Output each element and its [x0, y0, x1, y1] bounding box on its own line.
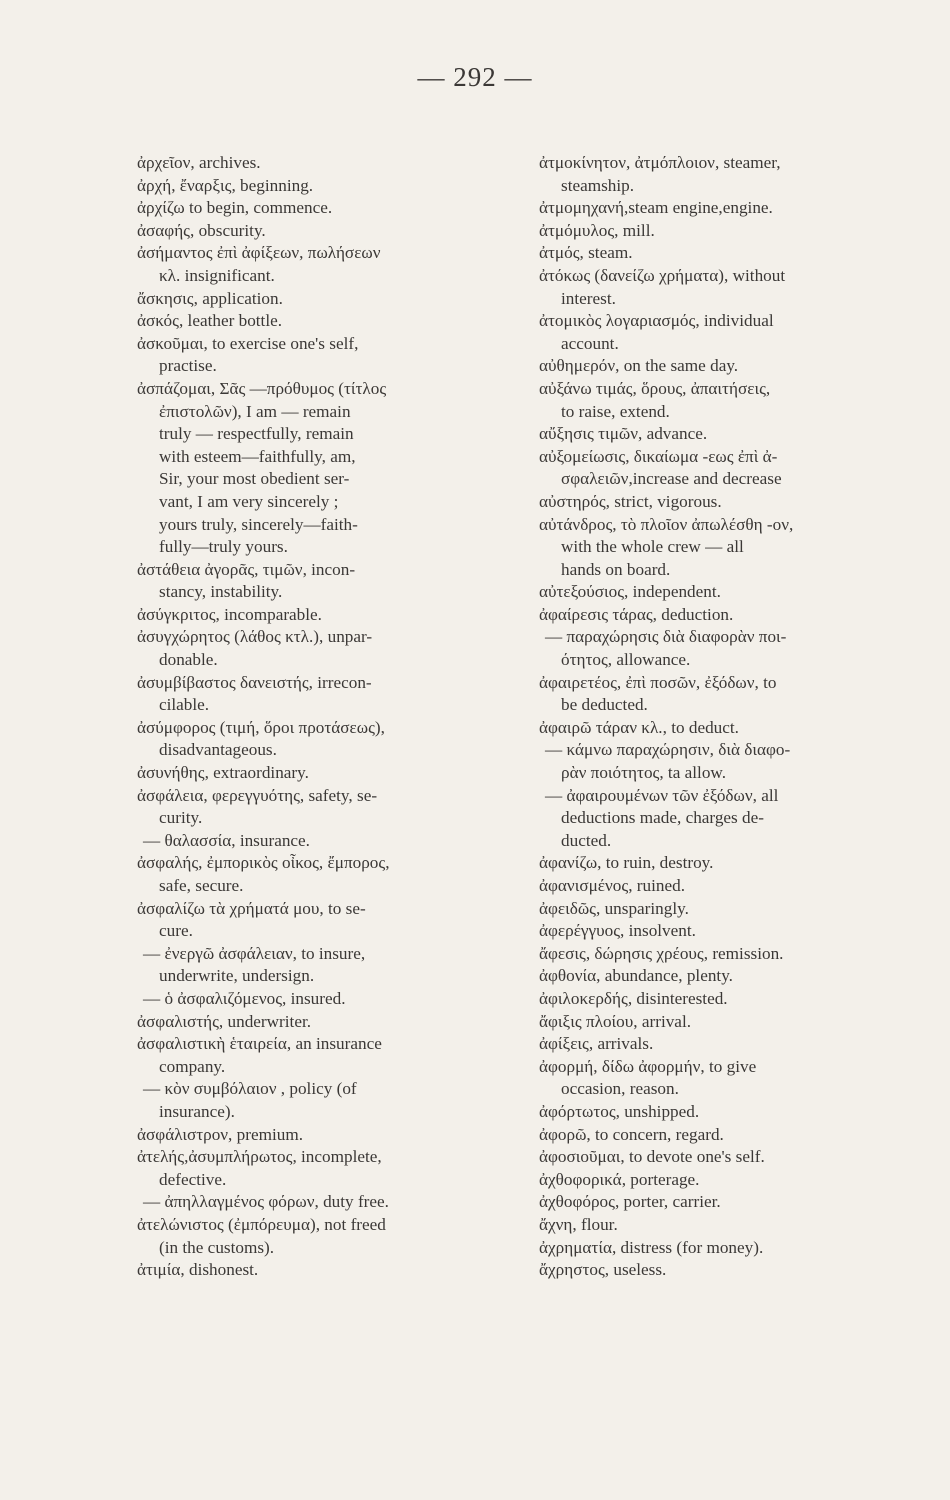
dictionary-entry-line: ἄφιξις πλοίου, arrival.	[539, 1011, 692, 1031]
dictionary-entry-continuation: — κὸν συμβόλαιον , policy (of	[143, 1079, 357, 1099]
dictionary-entry-line: ἀσυμβίβαστος δανειστής, irrecon-	[137, 672, 372, 692]
dictionary-entry-continuation: κλ. insignificant.	[159, 265, 275, 285]
dictionary-entry-line: ἀσπάζομαι, Σᾶς —πρόθυμος (τίτλος	[137, 378, 387, 398]
dictionary-entry-line: ἀτμός, steam.	[539, 243, 633, 263]
dictionary-entry-continuation: interest.	[561, 288, 616, 308]
dictionary-entry-line: ἀχρηματία, distress (for money).	[539, 1237, 764, 1257]
dictionary-entry-line: ἀφόρτωτος, unshipped.	[539, 1101, 700, 1121]
dictionary-entry-continuation: Sir, your most obedient ser-	[159, 469, 350, 489]
dictionary-entry-line: ἀσφαλής, ἐμπορικὸς οἶκος, ἔμπορος,	[137, 853, 390, 873]
dictionary-entry-continuation: (in the customs).	[159, 1237, 275, 1257]
dictionary-entry-line: αὐθημερόν, on the same day.	[539, 356, 739, 376]
dictionary-entry-continuation: with esteem—faithfully, am,	[159, 446, 356, 466]
dictionary-entry-line: αὐξομείωσις, δικαίωμα -εως ἐπὶ ἀ-	[539, 446, 778, 466]
dictionary-entry-continuation: curity.	[159, 808, 203, 828]
dictionary-entry-line: ἀσαφής, obscurity.	[137, 220, 266, 240]
dictionary-entry-line: ἀφαίρεσις τάρας, deduction.	[539, 604, 734, 624]
dictionary-entry-continuation: practise.	[159, 356, 217, 376]
dictionary-entry-line: ἀχθοφόρος, porter, carrier.	[539, 1192, 721, 1212]
dictionary-entry-continuation: donable.	[159, 650, 218, 670]
dictionary-entry-line: ἀτμόμυλος, mill.	[539, 220, 655, 240]
dictionary-entry-line: ἄσκησις, application.	[137, 288, 283, 308]
dictionary-entry-continuation: ἐπιστολῶν), I am — remain	[159, 401, 351, 421]
dictionary-entry-line: ἀτιμία, dishonest.	[137, 1260, 259, 1280]
dictionary-entry-continuation: company.	[159, 1056, 226, 1076]
dictionary-entry-line: ἀστάθεια ἀγορᾶς, τιμῶν, incon-	[137, 559, 356, 579]
dictionary-entry-line: ἀφοσιοῦμαι, to devote one's self.	[539, 1147, 765, 1167]
dictionary-entry-line: ἀτελώνιστος (ἐμπόρευμα), not freed	[137, 1214, 386, 1234]
dictionary-entry-line: ἀφθονία, abundance, plenty.	[539, 966, 733, 986]
dictionary-entry-continuation: — ὁ ἀσφαλιζόμενος, insured.	[143, 988, 346, 1008]
dictionary-entry-line: αὐξάνω τιμάς, ὅρους, ἀπαιτήσεις,	[539, 378, 771, 398]
dictionary-entry-continuation: underwrite, undersign.	[159, 966, 315, 986]
dictionary-entry-continuation: — θαλασσία, insurance.	[143, 830, 310, 850]
dictionary-entry-continuation: disadvantageous.	[159, 740, 277, 760]
dictionary-entry-line: ἀσφαλιστής, underwriter.	[137, 1011, 312, 1031]
dictionary-entry-line: ἀτόκως (δανείζω χρήματα), without	[539, 265, 786, 285]
dictionary-entry-continuation: hands on board.	[561, 559, 671, 579]
dictionary-entry-line: ἀτμοκίνητον, ἀτμόπλοιον, steamer,	[539, 153, 781, 172]
dictionary-entry-continuation: ότητος, allowance.	[561, 650, 691, 670]
dictionary-entry-continuation: — ἐνεργῶ ἀσφάλειαν, to insure,	[143, 943, 366, 963]
dictionary-entry-continuation: — κάμνω παραχώρησιν, διὰ διαφο-	[545, 740, 791, 760]
dictionary-entry-line: ἀφιλοκερδής, disinterested.	[539, 988, 728, 1008]
dictionary-entry-line: ἀσφάλεια, φερεγγυότης, safety, se-	[137, 785, 378, 805]
left-column	[137, 152, 517, 1282]
dictionary-entry-continuation: defective.	[159, 1169, 227, 1189]
dictionary-entry-line: ἄφεσις, δώρησις χρέους, remission.	[539, 943, 784, 963]
dictionary-entry-line: ἀσκός, leather bottle.	[137, 311, 283, 331]
dictionary-entry-continuation: cure.	[159, 921, 193, 941]
dictionary-entry-continuation: ρὰν ποιότητος, ta allow.	[561, 763, 727, 783]
dictionary-entry-continuation: steamship.	[561, 175, 635, 195]
dictionary-entry-continuation: insurance).	[159, 1101, 235, 1121]
dictionary-entry-line: ἀρχεῖον, archives.	[137, 153, 261, 172]
dictionary-entry-continuation: occasion, reason.	[561, 1079, 679, 1099]
dictionary-entry-line: ἀσφαλίζω τὰ χρήματά μου, to se-	[137, 898, 366, 918]
dictionary-entry-continuation: deductions made, charges de-	[561, 808, 764, 828]
dictionary-entry-line: ἀφίξεις, arrivals.	[539, 1034, 654, 1054]
dictionary-entry-line: ἀφορῶ, to concern, regard.	[539, 1124, 724, 1144]
dictionary-entry-continuation: safe, secure.	[159, 876, 244, 895]
dictionary-entry-line: ἀτμομηχανή,steam engine,engine.	[539, 198, 773, 218]
dictionary-entry-line: ἀρχίζω to begin, commence.	[137, 198, 333, 218]
dictionary-entry-line: ἀφειδῶς, unsparingly.	[539, 898, 689, 918]
dictionary-entry-line: ἀσφαλιστικὴ ἑταιρεία, an insurance	[137, 1034, 382, 1054]
dictionary-entry-continuation: — ἀφαιρουμένων τῶν ἐξόδων, all	[545, 785, 779, 805]
dictionary-entry-line: ἀσκοῦμαι, to exercise one's self,	[137, 333, 359, 353]
dictionary-entry-continuation: ducted.	[561, 830, 612, 850]
dictionary-entry-line: ἀσφάλιστρον, premium.	[137, 1124, 304, 1144]
dictionary-entry-line: ἀσύμφορος (τιμή, ὅροι προτάσεως),	[137, 717, 385, 737]
dictionary-entry-line: ἀσυγχώρητος (λάθος κτλ.), unpar-	[137, 627, 373, 647]
dictionary-entry-continuation: with the whole crew — all	[561, 537, 744, 557]
dictionary-entry-line: ἀσυνήθης, extraordinary.	[137, 763, 309, 783]
dictionary-entry-continuation: yours truly, sincerely—faith-	[159, 514, 358, 534]
dictionary-entry-continuation: be deducted.	[561, 695, 648, 715]
dictionary-entry-line: ἀρχή, ἔναρξις, beginning.	[137, 175, 314, 195]
dictionary-entry-line: ἄχνη, flour.	[539, 1214, 618, 1234]
dictionary-entry-line: ἀφορμή, δίδω ἀφορμήν, to give	[539, 1056, 757, 1076]
dictionary-entry-continuation: account.	[561, 333, 619, 353]
dictionary-entry-line: αὐτεξούσιος, independent.	[539, 582, 721, 602]
dictionary-entry-line: ἀφαιρῶ τάραν κλ., to deduct.	[539, 717, 739, 737]
dictionary-entry-line: αὐστηρός, strict, vigorous.	[539, 491, 722, 511]
dictionary-entry-continuation: vant, I am very sincerely ;	[159, 491, 339, 511]
dictionary-entry-line: ἀσήμαντος ἐπὶ ἀφίξεων, πωλήσεων	[137, 243, 381, 263]
dictionary-entry-line: αὔξησις τιμῶν, advance.	[539, 424, 708, 444]
dictionary-entry-continuation: — ἀπηλλαγμένος φόρων, duty free.	[143, 1192, 389, 1212]
dictionary-entry-line: ἀφερέγγυος, insolvent.	[539, 921, 696, 941]
right-column	[539, 152, 924, 1282]
dictionary-entry-line: ἀτομικὸς λογαριασμός, individual	[539, 311, 774, 331]
dictionary-entry-line: ἀφανίζω, to ruin, destroy.	[539, 853, 714, 873]
dictionary-entry-line: ἀτελής,ἀσυμπλήρωτος, incomplete,	[137, 1147, 382, 1167]
dictionary-entry-continuation: stancy, instability.	[159, 582, 283, 602]
dictionary-entry-line: ἀσύγκριτος, incomparable.	[137, 604, 322, 624]
dictionary-entry-line: ἀφαιρετέος, ἐπὶ ποσῶν, ἐξόδων, to	[539, 672, 777, 692]
dictionary-entry-continuation: truly — respectfully, remain	[159, 424, 354, 444]
dictionary-entry-line: ἀχθοφορικά, porterage.	[539, 1169, 700, 1189]
dictionary-entry-continuation: — παραχώρησις διὰ διαφορὰν ποι-	[545, 627, 787, 647]
dictionary-entry-continuation: fully—truly yours.	[159, 537, 288, 557]
dictionary-entry-continuation: cilable.	[159, 695, 210, 715]
dictionary-entry-line: αὐτάνδρος, τὸ πλοῖον ἀπωλέσθη -ον,	[539, 514, 794, 534]
dictionary-entry-continuation: to raise, extend.	[561, 401, 670, 421]
page-number: — 292 —	[417, 62, 533, 92]
dictionary-entry-line: ἄχρηστος, useless.	[539, 1260, 667, 1280]
dictionary-entry-line: ἀφανισμένος, ruined.	[539, 876, 685, 895]
dictionary-entry-continuation: σφαλειῶν,increase and decrease	[561, 469, 782, 489]
